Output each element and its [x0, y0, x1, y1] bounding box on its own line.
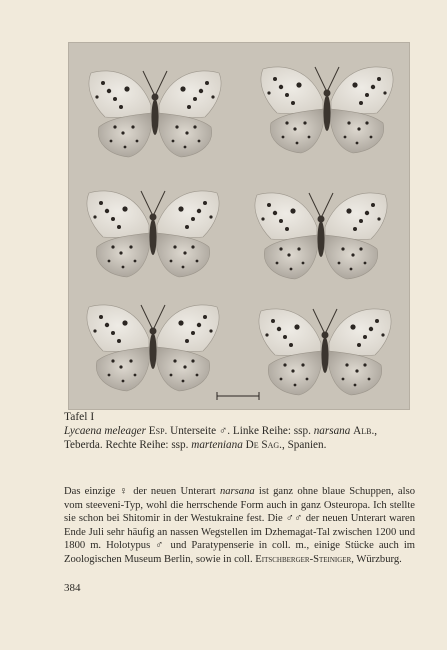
- male-symbol: ♂: [218, 424, 228, 437]
- specimen-right-3: [259, 309, 391, 395]
- specimen-right-1: [261, 67, 393, 153]
- body-paragraph: [64, 485, 415, 567]
- body-city: Würzburg.: [356, 553, 402, 565]
- author-right: De Sag.: [245, 438, 282, 451]
- right-row-label: Rechte Reihe: ssp.: [105, 438, 189, 451]
- author-left: Alb.: [353, 424, 375, 437]
- left-row-label: Linke Reihe: ssp.: [232, 424, 311, 437]
- specimen-left-1: [89, 71, 221, 157]
- photo-plate: [68, 42, 410, 410]
- plate-label: Tafel I: [64, 411, 95, 423]
- figure-caption: Tafel I Lycaena meleager Esp. Unterseite ♂. Linke Reihe: ssp. narsana Alb., Teberda. Rechte Reihe: ssp. marteniana De Sag., Spanien.: [64, 411, 414, 452]
- locality-left: Teberda.: [64, 438, 103, 451]
- scale-bar: [217, 392, 259, 400]
- specimen-left-3: [87, 305, 219, 391]
- species-author: Esp.: [148, 424, 168, 437]
- butterfly-specimens-photo: [69, 43, 409, 409]
- body-text-1: Das einzige ♀ der neuen Unterart: [64, 486, 216, 497]
- species-name: Lycaena meleager: [64, 424, 146, 437]
- specimen-right-2: [255, 193, 387, 279]
- page-number: 384: [64, 582, 81, 594]
- subspecies-right: marteniana: [191, 438, 243, 451]
- view-label: Unterseite: [170, 424, 217, 437]
- locality-right: Spanien.: [287, 438, 327, 451]
- specimen-left-2: [87, 191, 219, 277]
- subspecies-left: narsana: [313, 424, 351, 437]
- body-subspecies: narsana: [219, 486, 255, 497]
- body-collector: Eitschberger-Steiniger,: [255, 553, 354, 565]
- body-text-2: ist ganz ohne blaue Schuppen, also vom steeveni-Typ, wohl die herrschende Form auch in ganz Osteuropa. Ich stellte sie schon bei Shitomir in der Westukraine fest. Die ♂♂ der neuen Unterart waren Ende Juli sehr häufig an nassen Wegstellen im Dzhemagat-Tal zwischen 1200 und 1800 m. Holotypus ♂ und Paratypenserie in coll. m., einige Stücke auch im Zoologischen Museum Berlin, sowie in coll.: [64, 486, 415, 565]
